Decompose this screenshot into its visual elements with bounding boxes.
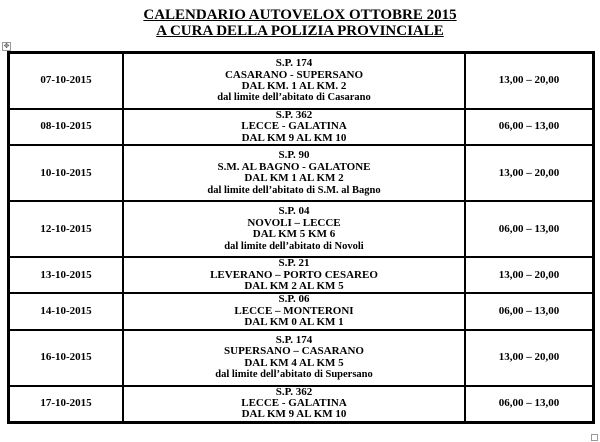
route-cell xyxy=(123,145,465,201)
road-code: S.P. 362 xyxy=(275,109,313,121)
time-cell: 13,00 – 20,00 xyxy=(465,145,593,201)
km-range: DAL KM 9 AL KM 10 xyxy=(241,408,347,421)
table-resize-handle-icon[interactable] xyxy=(591,434,598,441)
time-cell: 06,00 – 13,00 xyxy=(465,109,593,145)
date-cell: 16-10-2015 xyxy=(9,330,123,386)
km-range: DAL KM 9 AL KM 10 xyxy=(241,131,347,144)
road-code: S.P. 174 xyxy=(275,57,313,70)
page-title: CALENDARIO AUTOVELOX OTTOBRE 2015 xyxy=(143,7,457,23)
route-name: LECCE – MONTERONI xyxy=(234,304,354,317)
route-cell xyxy=(123,201,465,257)
road-code: S.P. 362 xyxy=(275,385,313,398)
date-cell: 13-10-2015 xyxy=(9,257,123,293)
table-row xyxy=(9,145,593,201)
route-note: dal limite dell’abitato di Supersano xyxy=(215,369,373,381)
route-cell xyxy=(123,109,465,145)
time-cell: 13,00 – 20,00 xyxy=(465,330,593,386)
route-note: dal limite dell’abitato di Novoli xyxy=(224,240,364,252)
date-cell: 12-10-2015 xyxy=(9,201,123,257)
road-code: S.P. 90 xyxy=(278,149,310,162)
table-row xyxy=(9,53,593,109)
route-cell xyxy=(123,53,465,109)
table-row xyxy=(9,109,593,145)
table-row xyxy=(9,330,593,386)
time-cell: 06,00 – 13,00 xyxy=(465,293,593,329)
km-range: DAL KM 4 AL KM 5 xyxy=(244,356,344,369)
route-note: dal limite dell’abitato di Casarano xyxy=(217,92,371,104)
time-cell: 13,00 – 20,00 xyxy=(465,53,593,109)
time-cell: 06,00 – 13,00 xyxy=(465,201,593,257)
km-range: DAL KM. 1 AL KM. 2 xyxy=(241,80,347,92)
route-cell xyxy=(123,330,465,386)
route-name: LECCE - GALATINA xyxy=(241,120,347,133)
date-cell: 08-10-2015 xyxy=(9,109,123,145)
schedule-table xyxy=(7,51,595,424)
road-code: S.P. 04 xyxy=(278,205,310,218)
table-row xyxy=(9,201,593,257)
time-cell: 06,00 – 13,00 xyxy=(465,386,593,422)
road-code: S.P. 21 xyxy=(278,257,310,270)
route-name: LECCE - GALATINA xyxy=(241,397,347,410)
table-move-handle-icon[interactable]: ✥ xyxy=(3,42,10,50)
route-name: LEVERANO – PORTO CESAREO xyxy=(210,268,378,281)
route-name: S.M. AL BAGNO - GALATONE xyxy=(217,160,371,173)
route-note: dal limite dell’abitato di S.M. al Bagno xyxy=(207,184,381,196)
km-range: DAL KM 0 AL KM 1 xyxy=(244,316,344,329)
route-name: NOVOLI – LECCE xyxy=(247,216,341,229)
route-name: SUPERSANO – CASARANO xyxy=(224,345,364,358)
km-range: DAL KM 5 KM 6 xyxy=(252,228,336,241)
date-cell: 10-10-2015 xyxy=(9,145,123,201)
time-cell: 13,00 – 20,00 xyxy=(465,257,593,293)
route-cell xyxy=(123,257,465,293)
date-cell: 17-10-2015 xyxy=(9,386,123,422)
table-row xyxy=(9,257,593,293)
page-subtitle: A CURA DELLA POLIZIA PROVINCIALE xyxy=(156,23,444,39)
table-row xyxy=(9,386,593,422)
km-range: DAL KM 2 AL KM 5 xyxy=(244,280,344,293)
date-cell: 07-10-2015 xyxy=(9,53,123,109)
route-cell xyxy=(123,386,465,422)
km-range: DAL KM 1 AL KM 2 xyxy=(244,172,344,185)
road-code: S.P. 174 xyxy=(275,333,313,346)
route-cell xyxy=(123,293,465,329)
table-row xyxy=(9,293,593,329)
road-code: S.P. 06 xyxy=(278,293,310,306)
date-cell: 14-10-2015 xyxy=(9,293,123,329)
route-name: CASARANO - SUPERSANO xyxy=(224,68,364,81)
